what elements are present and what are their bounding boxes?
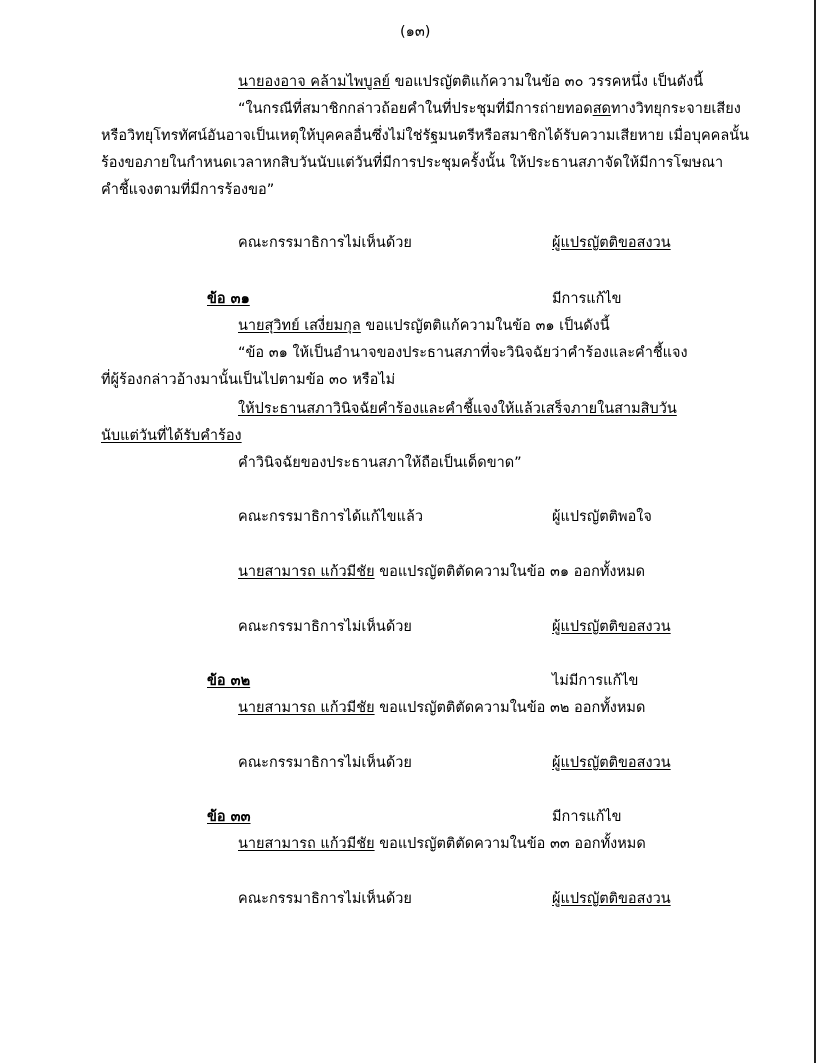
sec30-quote-2: หรือวิทยุโทรทัศน์อันอาจเป็นเหตุให้บุคคลอื่นซึ่งไม่ใช่รัฐมนตรีหรือสมาชิกได้รับความเสียหาย เมื่อบุคคลนั้น bbox=[101, 128, 750, 144]
sec30-quote-1-underlined: สด bbox=[592, 101, 611, 117]
sec31-committee-2: คณะกรรมาธิการไม่เห็นด้วย bbox=[238, 619, 412, 635]
sec31-heading: ข้อ ๓๑ bbox=[207, 291, 250, 307]
sec31-speaker-2: นายสามารถ แก้วมีชัย bbox=[238, 564, 375, 580]
sec31-mover-2: ผู้แปรญัตติขอสงวน bbox=[552, 619, 671, 635]
sec30-motion bbox=[238, 72, 703, 92]
sec32-speech: ขอแปรญัตติตัดความในข้อ ๓๒ ออกทั้งหมด bbox=[379, 700, 646, 716]
sec30-quote-4: คำชี้แจงตามที่มีการร้องขอ” bbox=[101, 182, 275, 198]
sec33-status: มีการแก้ไข bbox=[552, 809, 622, 825]
sec31-committee-1: คณะกรรมาธิการได้แก้ไขแล้ว bbox=[238, 509, 423, 525]
sec30-mover: ผู้แปรญัตติขอสงวน bbox=[552, 235, 671, 251]
sec31-speaker: นายสุวิทย์ เสงี่ยมกุล bbox=[238, 318, 361, 334]
sec30-quote-3: ร้องขอภายในกำหนดเวลาหกสิบวันนับแต่วันที่มีการประชุมครั้งนั้น ให้ประธานสภาจัดให้มีการโฆษณา bbox=[101, 155, 724, 171]
sec32-status: ไม่มีการแก้ไข bbox=[552, 673, 639, 689]
sec33-heading: ข้อ ๓๓ bbox=[207, 809, 251, 825]
sec31-status: มีการแก้ไข bbox=[552, 291, 622, 307]
sec30-speech: ขอแปรญัตติแก้ความในข้อ ๓๐ วรรคหนึ่ง เป็นดังนี้ bbox=[394, 74, 704, 90]
sec31-motion bbox=[238, 316, 610, 336]
sec33-motion bbox=[238, 834, 646, 854]
sec31-quote-5: คำวินิจฉัยของประธานสภาให้ถือเป็นเด็ดขาด” bbox=[238, 455, 522, 471]
sec30-quote-1: “ในกรณีที่สมาชิกกล่าวถ้อยคำในที่ประชุมที่มีการถ่ายทอด bbox=[238, 101, 593, 117]
sec32-speaker: นายสามารถ แก้วมีชัย bbox=[238, 700, 375, 716]
sec31-speech-2: ขอแปรญัตติตัดความในข้อ ๓๑ ออกทั้งหมด bbox=[379, 564, 646, 580]
sec31-mover-1: ผู้แปรญัตติพอใจ bbox=[552, 509, 652, 525]
sec31-quote-4: นับแต่วันที่ได้รับคำร้อง bbox=[101, 428, 242, 444]
sec33-mover: ผู้แปรญัตติขอสงวน bbox=[552, 891, 671, 907]
sec31-speech: ขอแปรญัตติแก้ความในข้อ ๓๑ เป็นดังนี้ bbox=[365, 318, 610, 334]
sec31-motion-2 bbox=[238, 562, 645, 582]
sec32-committee: คณะกรรมาธิการไม่เห็นด้วย bbox=[238, 755, 412, 771]
sec32-mover: ผู้แปรญัตติขอสงวน bbox=[552, 755, 671, 771]
sec30-quote-line-1 bbox=[238, 99, 741, 119]
sec33-speaker: นายสามารถ แก้วมีชัย bbox=[238, 836, 375, 852]
sec32-heading: ข้อ ๓๒ bbox=[207, 673, 251, 689]
sec30-quote-1-tail: ทางวิทยุกระจายเสียง bbox=[610, 101, 741, 117]
sec30-committee: คณะกรรมาธิการไม่เห็นด้วย bbox=[238, 235, 412, 251]
sec33-speech: ขอแปรญัตติตัดความในข้อ ๓๓ ออกทั้งหมด bbox=[379, 836, 646, 852]
page-number: (๑๓) bbox=[400, 24, 431, 40]
sec32-motion bbox=[238, 698, 645, 718]
sec31-quote-3: ให้ประธานสภาวินิจฉัยคำร้องและคำชี้แจงให้แล้วเสร็จภายในสามสิบวัน bbox=[238, 401, 677, 417]
sec31-quote-2: ที่ผู้ร้องกล่าวอ้างมานั้นเป็นไปตามข้อ ๓๐ หรือไม่ bbox=[101, 372, 396, 388]
sec30-speaker: นายองอาจ คล้ามไพบูลย์ bbox=[238, 74, 391, 90]
sec33-committee: คณะกรรมาธิการไม่เห็นด้วย bbox=[238, 891, 412, 907]
sec31-quote-1: “ข้อ ๓๑ ให้เป็นอำนาจของประธานสภาที่จะวินิจฉัยว่าคำร้องและคำชี้แจง bbox=[238, 345, 688, 361]
